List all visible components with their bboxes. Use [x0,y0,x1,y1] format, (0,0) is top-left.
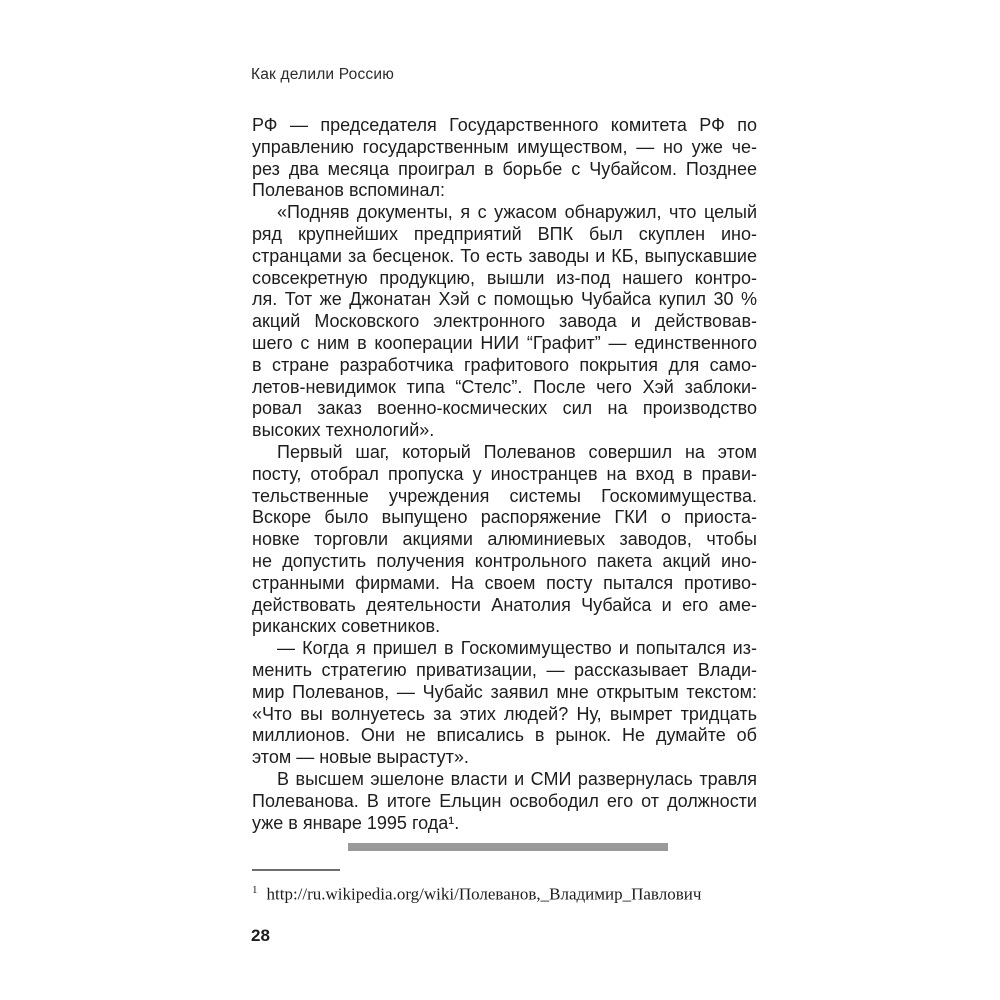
text-line: риканских советников. [252,616,441,637]
text-line: тельственные учреждения системы Госкомимущества. [252,485,757,506]
page-number: 28 [251,926,270,945]
text-line: Полеванов вспоминал: [252,180,445,201]
text-line: ровал заказ военно-космических сил на производство [252,398,757,419]
text-line: рез два месяца проиграл в борьбе с Чубайсом. Позднее [252,158,757,179]
scene-divider-bar [348,843,668,851]
text-line: менить стратегию приватизации, — рассказывает Влади- [252,659,757,680]
running-header: Как делили Россию [251,66,395,83]
text-line: посту, отобрал пропуска у иностранцев на вход в прави- [252,463,757,484]
text-line: совсекретную продукцию, вышли из-под нашего контро- [252,267,757,288]
text-line: Полеванова. В итоге Ельцин освободил его от должности [252,790,757,811]
text-line: РФ — председателя Государственного комитета РФ по [252,115,757,135]
text-line: странными фирмами. На своем посту пытался противо- [252,572,757,593]
text-line: действовать деятельности Анатолия Чубайса и его аме- [252,594,757,615]
text-line: — Когда я пришел в Госкомимущество и попытался из- [277,638,757,659]
text-line: мир Полеванов, — Чубайс заявил мне открытым текстом: [252,681,757,702]
text-line: ряд крупнейших предприятий ВПК был скуплен ино- [252,223,757,244]
text-line: «Подняв документы, я с ужасом обнаружил, что целый [277,202,757,223]
text-line: управлению государственным имуществом, — но уже че- [252,136,757,157]
footnote-marker: 1 [252,884,258,896]
footnote-text: http://ru.wikipedia.org/wiki/Полеванов,_Владимир_Павлович [266,884,702,904]
text-line: Первый шаг, который Полеванов совершил на этом [277,441,757,462]
paragraph [252,769,757,834]
text-line: Вскоре было выпущено распоряжение ГКИ о приоста- [252,507,757,528]
text-line: летов-невидимок типа “Стелс”. После чего Хэй заблоки- [252,376,757,397]
text-line: в стране разработчика графитового покрытия для само- [252,354,757,375]
text-line: В высшем эшелоне власти и СМИ развернулась травля [277,768,757,789]
text-line: ля. Тот же Джонатан Хэй с помощью Чубайса купил 30 % [252,289,757,310]
text-line: этом — новые вырастут». [252,747,469,768]
body-text [252,115,757,834]
text-line: шего с ним в кооперации НИИ “Графит” — единственного [252,332,757,353]
paragraph [252,115,757,202]
text-line: миллионов. Они не вписались в рынок. Не думайте об [252,725,757,746]
text-line: новке торговли акциями алюминиевых заводов, чтобы [252,529,757,550]
footnote-rule [252,869,340,871]
text-line: акций Московского электронного завода и действовав- [252,311,757,332]
text-line: уже в январе 1995 года¹. [252,812,460,833]
text-line: не допустить получения контрольного пакета акций ино- [252,550,757,571]
footnote [252,879,772,906]
paragraph [252,638,757,769]
text-line: странцами за бесценок. То есть заводы и КБ, выпускавшие [252,245,757,266]
paragraph [252,202,757,442]
text-line: высоких технологий». [252,420,435,441]
paragraph [252,442,757,638]
text-line: «Что вы волнуетесь за этих людей? Ну, вымрет тридцать [252,703,757,724]
